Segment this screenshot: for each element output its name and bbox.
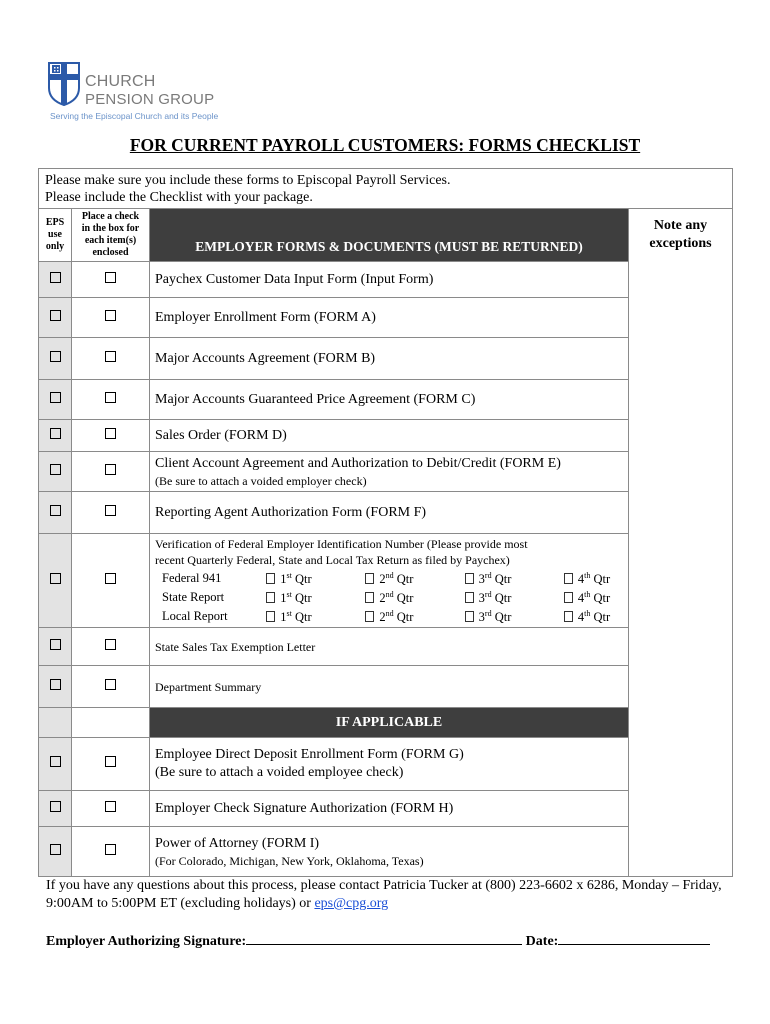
eps-checkbox[interactable] — [39, 534, 72, 628]
eps-checkbox[interactable] — [39, 380, 72, 420]
intro-line-1: Please make sure you include these forms to Episcopal Payroll Services. — [45, 172, 451, 188]
signature-label: Employer Authorizing Signature: — [46, 934, 247, 949]
form-item — [150, 452, 629, 492]
logo-line-2: PENSION GROUP — [85, 91, 215, 108]
contact-paragraph — [46, 877, 736, 913]
qtr-num: 3 — [478, 591, 485, 606]
form-item: Reporting Agent Authorization Form (FORM F) — [150, 492, 629, 534]
eps-checkbox[interactable] — [39, 338, 72, 380]
hdr-text: each item(s) — [84, 235, 137, 246]
qtr-word: Qtr — [593, 591, 611, 606]
qtr-num: 4 — [577, 610, 585, 625]
qtr-checkbox[interactable] — [564, 611, 573, 622]
form-item: State Sales Tax Exemption Letter — [150, 628, 629, 666]
qtr-suffix: rd — [484, 571, 492, 580]
qtr-suffix: th — [584, 571, 591, 580]
date-field[interactable] — [558, 932, 710, 945]
qtr-num: 2 — [379, 591, 386, 606]
eps-checkbox[interactable] — [39, 827, 72, 877]
qtr-checkbox[interactable] — [465, 573, 474, 584]
enclosed-checkbox[interactable] — [72, 738, 150, 791]
form-item: Paychex Customer Data Input Form (Input Form) — [150, 262, 629, 298]
report-label: State Report — [162, 589, 225, 604]
qtr-checkbox[interactable] — [564, 573, 573, 584]
qtr-word: Qtr — [593, 610, 611, 625]
eps-checkbox[interactable] — [39, 298, 72, 338]
forms-checklist-table — [38, 168, 733, 877]
qtr-word: Qtr — [494, 591, 512, 606]
form-item-text: Client Account Agreement and Authorization to Debit/Credit (FORM E) — [155, 455, 561, 471]
qtr-word: Qtr — [494, 572, 512, 587]
qtr-checkbox[interactable] — [365, 573, 374, 584]
hdr-text: use — [48, 229, 62, 240]
eps-checkbox[interactable] — [39, 666, 72, 708]
enclosed-checkbox[interactable] — [72, 298, 150, 338]
qtr-suffix: st — [286, 609, 292, 619]
verification-line-1: Verification of Federal Employer Identification Number (Please provide most — [155, 537, 528, 551]
eps-checkbox[interactable] — [39, 262, 72, 298]
qtr-suffix: th — [584, 609, 591, 619]
enclosed-checkbox[interactable] — [72, 452, 150, 492]
eps-checkbox[interactable] — [39, 738, 72, 791]
verification-line-2: recent Quarterly Federal, State and Local Tax Return as filed by Paychex) — [155, 553, 510, 567]
signature-field[interactable] — [246, 932, 522, 945]
qtr-num: 1 — [280, 591, 287, 606]
applicable-spacer — [72, 708, 150, 738]
intro-text — [39, 169, 733, 209]
eps-checkbox[interactable] — [39, 791, 72, 827]
qtr-word: Qtr — [294, 610, 312, 625]
qtr-suffix: rd — [484, 590, 492, 600]
qtr-word: Qtr — [593, 572, 611, 587]
enclosed-checkbox[interactable] — [72, 338, 150, 380]
qtr-num: 4 — [577, 591, 585, 606]
eps-checkbox[interactable] — [39, 628, 72, 666]
qtr-num: 3 — [478, 610, 485, 625]
enclosed-checkbox[interactable] — [72, 628, 150, 666]
report-label: Federal 941 — [162, 570, 222, 585]
signature-line — [46, 932, 710, 950]
qtr-checkbox[interactable] — [365, 592, 374, 603]
form-item-note: (Be sure to attach a voided employer check) — [155, 473, 367, 488]
qtr-checkbox[interactable] — [564, 592, 573, 603]
logo-tagline: Serving the Episcopal Church and its People — [50, 111, 219, 121]
qtr-suffix: th — [584, 590, 591, 600]
qtr-num: 3 — [478, 572, 485, 587]
form-item: Department Summary — [150, 666, 629, 708]
enclosed-checkbox[interactable] — [72, 791, 150, 827]
form-item: Employer Check Signature Authorization (FORM H) — [150, 791, 629, 827]
form-item-note: (For Colorado, Michigan, New York, Oklahoma, Texas) — [155, 853, 424, 868]
hdr-text: EPS — [45, 217, 65, 228]
contact-text: If you have any questions about this process, please contact Patricia Tucker at (800) 223-6602 x 6286, Monday – Friday, 9:00AM to 5:00PM ET (excluding holidays) or — [46, 878, 722, 911]
qtr-num: 2 — [379, 572, 386, 587]
qtr-suffix: nd — [385, 609, 394, 619]
hdr-text: enclosed — [92, 247, 129, 258]
qtr-checkbox[interactable] — [465, 592, 474, 603]
enclosed-checkbox[interactable] — [72, 666, 150, 708]
form-item-text: Employee Direct Deposit Enrollment Form (FORM G) — [155, 747, 464, 763]
qtr-checkbox[interactable] — [266, 573, 275, 584]
qtr-word: Qtr — [294, 572, 312, 587]
qtr-num: 4 — [577, 572, 585, 587]
qtr-suffix: rd — [484, 609, 492, 619]
applicable-spacer — [39, 708, 72, 738]
report-label: Local Report — [162, 608, 228, 623]
verification-item — [150, 534, 629, 628]
qtr-word: Qtr — [294, 591, 312, 606]
enclosed-checkbox[interactable] — [72, 380, 150, 420]
hdr-text: only — [45, 241, 65, 252]
qtr-word: Qtr — [396, 610, 414, 625]
page-title: FOR CURRENT PAYROLL CUSTOMERS: FORMS CHECKLIST — [129, 135, 641, 155]
qtr-checkbox[interactable] — [365, 611, 374, 622]
quarter-grid — [162, 568, 623, 625]
qtr-suffix: nd — [385, 590, 394, 600]
enclosed-checkbox[interactable] — [72, 534, 150, 628]
note-header-line-2: exceptions — [649, 236, 712, 251]
qtr-num: 1 — [280, 572, 287, 587]
section-header: EMPLOYER FORMS & DOCUMENTS (MUST BE RETURNED) — [150, 209, 629, 262]
qtr-checkbox[interactable] — [266, 592, 275, 603]
intro-line-2: Please include the Checklist with your package. — [45, 189, 313, 205]
enclosed-checkbox[interactable] — [72, 420, 150, 452]
qtr-word: Qtr — [396, 572, 414, 587]
form-item-text: Power of Attorney (FORM I) — [155, 835, 320, 851]
quarter-row — [162, 587, 623, 606]
cpg-shield-icon — [48, 62, 80, 106]
cpg-logo — [48, 62, 248, 124]
qtr-suffix: st — [286, 590, 292, 600]
logo-line-1: CHURCH — [85, 73, 156, 90]
enclosed-checkbox[interactable] — [72, 262, 150, 298]
notes-column[interactable] — [629, 209, 733, 877]
quarter-row — [162, 568, 623, 587]
eps-checkbox[interactable] — [39, 492, 72, 534]
quarter-row — [162, 606, 623, 625]
place-check-header — [72, 209, 150, 262]
form-item — [150, 827, 629, 877]
form-item — [150, 738, 629, 791]
if-applicable-header: IF APPLICABLE — [150, 708, 629, 738]
qtr-num: 1 — [280, 610, 287, 625]
date-label: Date: — [525, 934, 559, 949]
qtr-suffix: st — [286, 571, 292, 580]
form-item: Employer Enrollment Form (FORM A) — [150, 298, 629, 338]
email-link[interactable]: eps@cpg.org — [314, 896, 389, 911]
eps-use-only-header — [39, 209, 72, 262]
qtr-checkbox[interactable] — [465, 611, 474, 622]
form-item: Major Accounts Guaranteed Price Agreement (FORM C) — [150, 380, 629, 420]
qtr-word: Qtr — [494, 610, 512, 625]
hdr-text: Place a check — [81, 211, 140, 222]
form-item: Sales Order (FORM D) — [150, 420, 629, 452]
qtr-suffix: nd — [385, 571, 394, 580]
enclosed-checkbox[interactable] — [72, 492, 150, 534]
eps-checkbox[interactable] — [39, 452, 72, 492]
form-item: Major Accounts Agreement (FORM B) — [150, 338, 629, 380]
hdr-text: in the box for — [81, 223, 140, 234]
qtr-word: Qtr — [396, 591, 414, 606]
form-item-note: (Be sure to attach a voided employee check) — [155, 765, 404, 781]
eps-checkbox[interactable] — [39, 420, 72, 452]
note-header-line-1: Note any — [653, 218, 708, 233]
qtr-num: 2 — [379, 610, 386, 625]
qtr-checkbox[interactable] — [266, 611, 275, 622]
enclosed-checkbox[interactable] — [72, 827, 150, 877]
